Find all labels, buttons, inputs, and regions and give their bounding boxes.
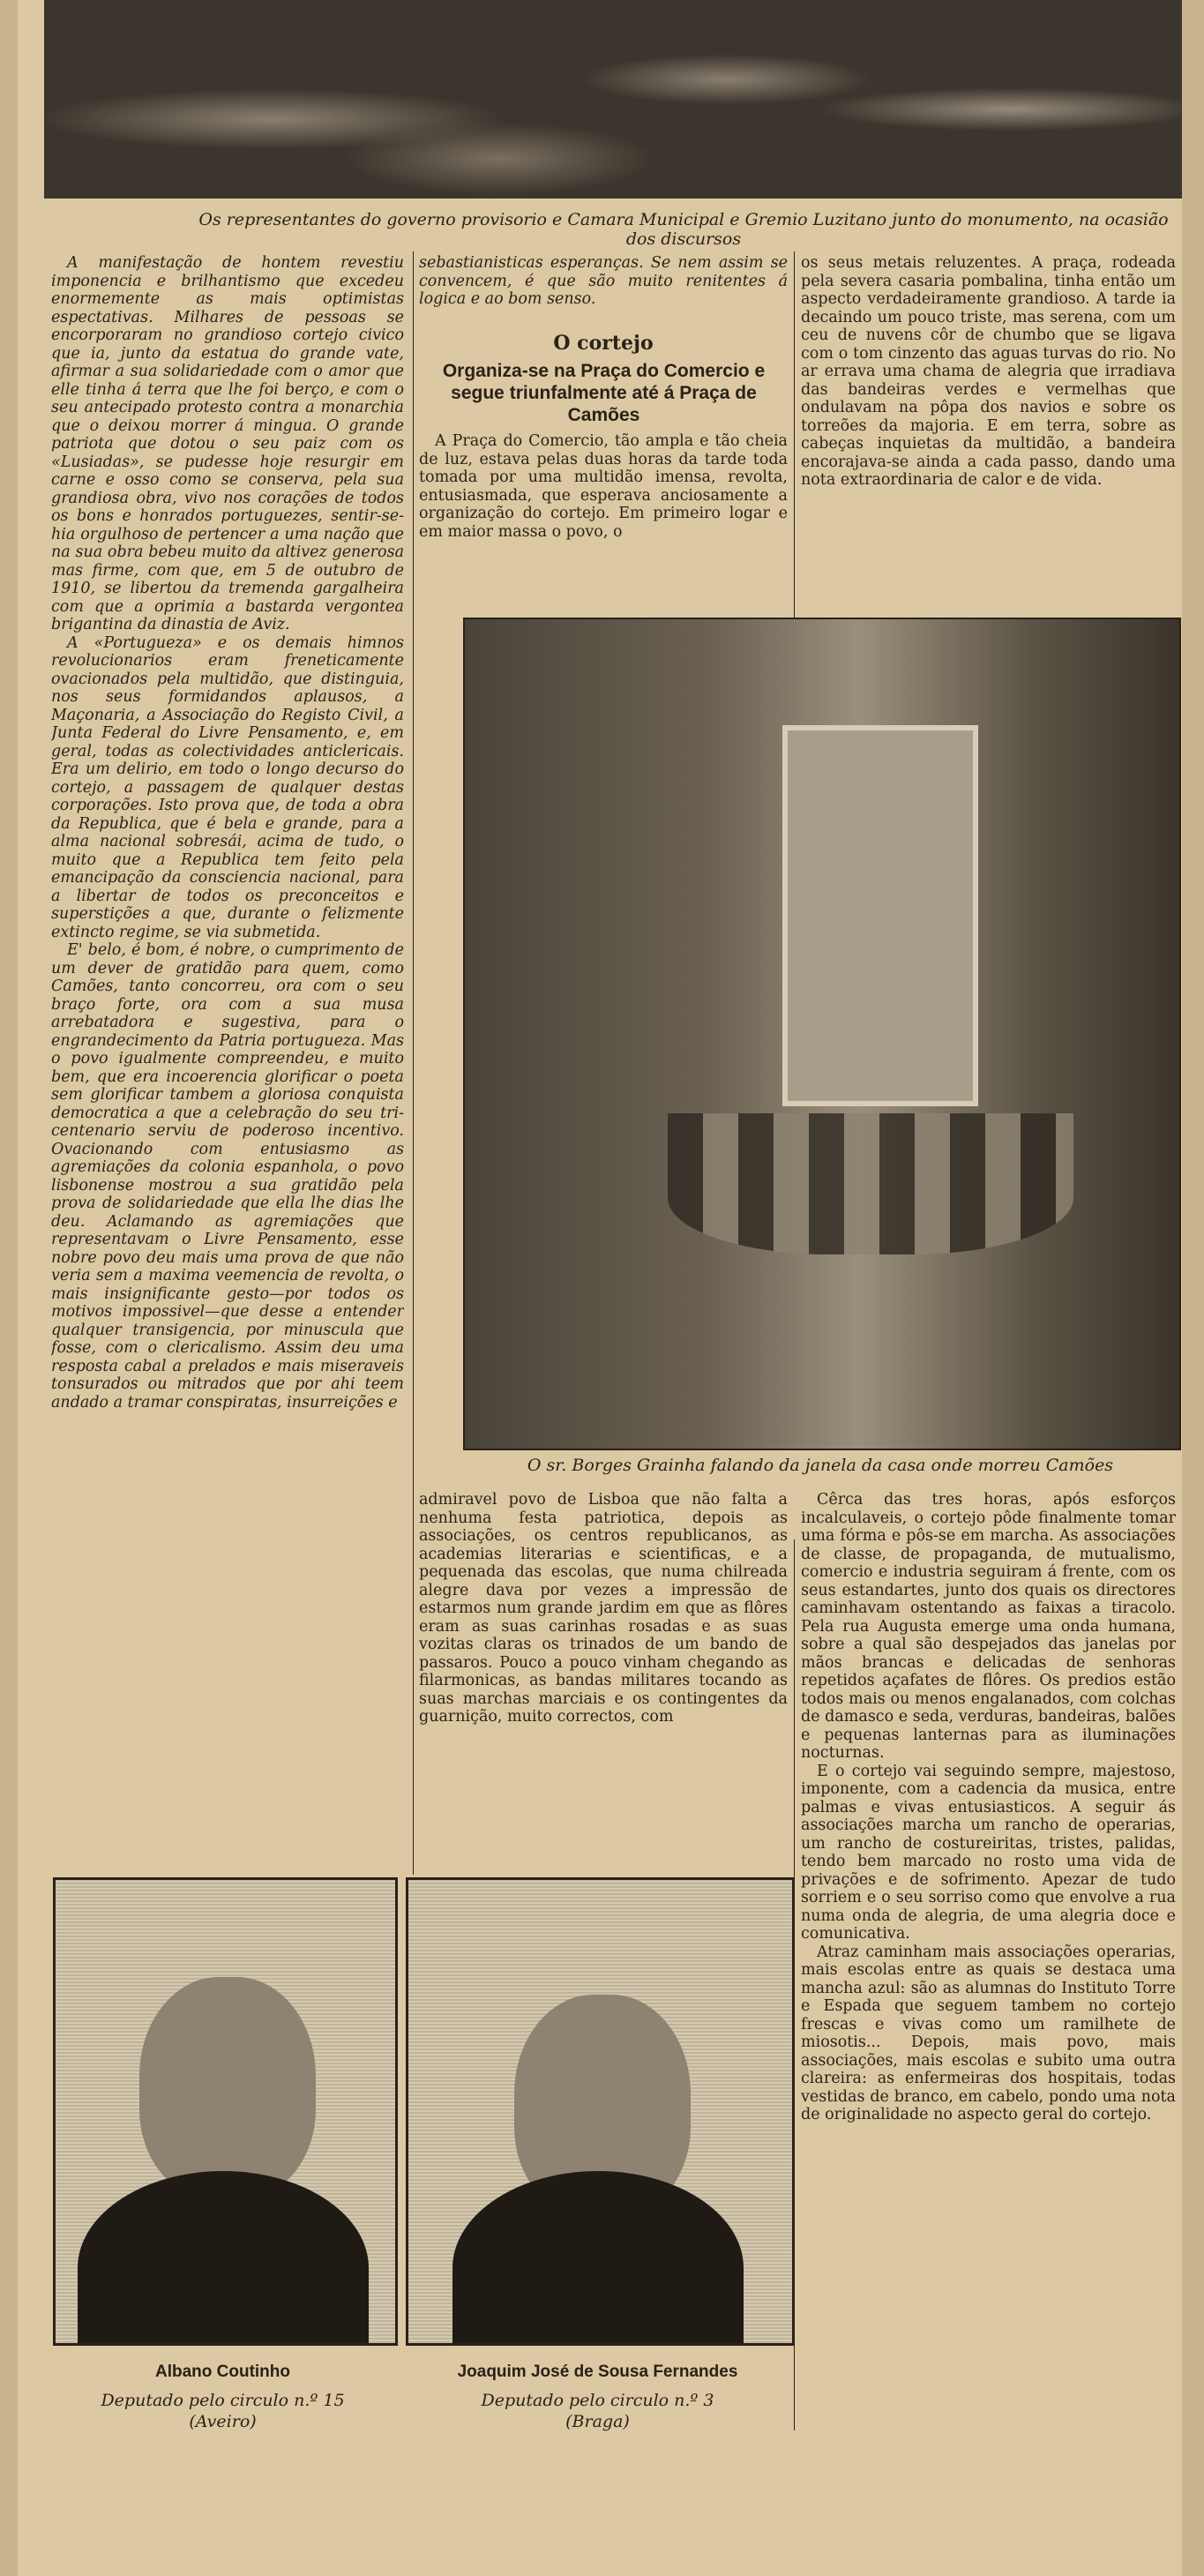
mid-caption: O sr. Borges Grainha falando da janela da casa onde morreu Camões: [527, 1456, 1114, 1475]
article-column-3-top: [801, 254, 1176, 490]
top-caption: Os representantes do governo provisorio e Camara Municipal e Gremio Luzitano junto do monumento, na ocasião dos discursos: [198, 210, 1169, 249]
portrait-name-2: Joaquim José de Sousa Fernandes: [457, 2363, 738, 2381]
portrait-district-2: (Braga): [565, 2412, 630, 2431]
portrait-photo-1: [53, 1877, 398, 2346]
paragraph: E o cortejo vai seguindo sempre, majestoso, imponente, com a cadencia da musica, entre palmas e vivas entusiasticos. A seguir ás associações marcha um rancho de operarias, um rancho de costureiritas, tristes, palidas, tendo bem marcado no rosto uma vida de privações e de sofrimento. Apezar de tudo sorriem e o seu sorriso como que envolve a rua numa onda de alegria, de uma alegria doce e comunicativa.: [801, 1762, 1176, 1943]
portrait-district-1: (Aveiro): [189, 2412, 257, 2431]
article-column-2-top: [419, 254, 788, 309]
paragraph: E' belo, é bom, é nobre, o cumprimento de um dever de gratidão para quem, como Camões, tanto concorreu, ora com o seu braço forte, ora com a sua musa arrebatadora e sugestiva, para o engrandecimento da Patria portugueza. Mas o povo igualmente compreendeu, e muito bem, que era incoerencia glorificar o poeta sem glorificar tambem a gloriosa conquista democratica a que a celebração do seu tri-centenario serviu de poderoso incentivo. Ovacionando com entusiasmo as agremiações da colonia espanhola, o povo lisbonense mostrou a sua gratidão pela prova de solidariedade que ella lhe dias lhe deu. Aclamando as agremiações que representavam o Livre Pensamento, esse nobre povo deu mais uma prova de que não veria sem a maxima veemencia de revolta, o mais insignificante gesto—por todos os motivos impossivel—que desse a entender qualquer transigencia, por minuscula que fosse, com o clericalismo. Assim deu uma resposta cabal a prelados e mais miseraveis tonsurados ou mitrados que por ahi teem andado a tramar conspiratas, insurreições e: [51, 941, 404, 1412]
paragraph: admiravel povo de Lisboa que não falta a nenhuma festa patriotica, depois as associações, os centros republicanos, as academias literarias e scientificas, e a pequenada das escolas, que numa chilreada alegre dava por vezes a impressão de estarmos num grande jardim em que as flôres eram as suas carinhas rosadas e as suas vozitas claras os trinados de um bando de passaros. Pouco a pouco vinham chegando as filarmonicas, as bandas militares tocando as suas marchas marciais e os contingentes da guarnição, muito correctos, com: [419, 1491, 788, 1726]
article-column-1: [51, 254, 404, 1873]
paragraph: A Praça do Comercio, tão ampla e tão cheia de luz, estava pelas duas horas da tarde toda tomada por uma multidão imensa, revolta, entusiasmada, que esperava anciosamente a organização do cortejo. Em primeiro logar e em maior massa o povo, o: [419, 432, 788, 541]
paragraph: A manifestação de hontem revestiu imponencia e brilhantismo que excedeu enormemente as mais optimistas espectativas. Milhares de pessoas se encorporaram no grandioso cortejo civico que ia, junto da estatua do grande vate, afirmar a sua solidariedade com o amor que elle tinha á terra que lhe foi berço, e com o seu antecipado protesto contra a monarchia que o deixou morrer á mingua. O grande patriota que dotou o seu paiz com os «Lusiadas», se pudesse hoje resurgir em carne e osso como se conserva, pela sua grandiosa obra, vivo nos corações de todos os bons e honrados portuguezes, sentir-se-hia orgulhoso de pertencer a uma nação que na sua obra bebeu muito da altivez generosa mas firme, com que, em 5 de outubro de 1910, se libertou da tremenda gargalheira com que a oprimia a bastarda vergontea brigantina da dinastia de Aviz.: [51, 254, 404, 633]
paragraph: Cêrca das tres horas, após esforços incalculaveis, o cortejo pôde finalmente tomar uma fórma e pôs-se em marcha. As associações de classe, de propaganda, de mutualismo, comercio e industria seguiram á frente, com os seus estandartes, junto dos quais os directores caminhavam ostentando as faixas a tiracolo. Pela rua Augusta emerge uma onda humana, sobre a qual são despejados das janelas por mãos brancas e delicadas de senhoras repetidos açafates de flôres. Os predios estão todos mais ou menos engalanados, com colchas de damasco e seda, verduras, bandeiras, balões e pequenas lanternas para as iluminações nocturnas.: [801, 1491, 1176, 1762]
portrait-role-2: Deputado pelo circulo n.º 3: [481, 2391, 714, 2410]
crowd-photo: [44, 0, 1182, 198]
paragraph: os seus metais reluzentes. A praça, rodeada pela severa casaria pombalina, tinha então um aspecto verdadeiramente grandioso. A tarde ia decaindo um pouco triste, mas serena, com um ceu de nuvens côr de chumbo que se ligava com o tom cinzento das aguas turvas do rio. No ar errava uma chama de alegria que irradiava das bandeiras verdes e vermelhas que ondulavam na pôpa dos navios e sobre os torreões da majoria. E em terra, sobre as cabeças inquietas da multidão, a bandeira encorajava-se ainda a cada passo, dando uma nota extraordinaria de calor e de vida.: [801, 254, 1176, 489]
section-subtitle: Organiza-se na Praça do Comercio e segue triunfalmente até á Praça de Camões: [442, 361, 766, 425]
portrait-name-1: Albano Coutinho: [154, 2363, 291, 2381]
portrait-role-1: Deputado pelo circulo n.º 15: [101, 2391, 345, 2410]
newspaper-page: [18, 0, 1182, 2576]
window-speech-photo: [463, 618, 1181, 1450]
paragraph: A «Portugueza» e os demais himnos revolucionarios eram freneticamente ovacionados pela multidão, que distinguia, nos seus formidandos aplausos, a Maçonaria, a Associação do Registo Civil, a Junta Federal do Livre Pensamento, e, em geral, todas as colectividades anticlericais. Era um delirio, em todo o longo decurso do cortejo, a passagem de qualquer destas corporações. Isto prova que, de toda a obra da Republica, que é bela e grande, para a alma nacional sobresái, acima de tudo, o muito que a Republica tem feito pela emancipação da consciencia nacional, para a libertar de todos os preconceitos e superstições a que, durante o felizmente extincto regime, se via submetida.: [51, 633, 404, 941]
paragraph: sebastianisticas esperanças. Se nem assim se convencem, é que são muito renitentes á logica e ao bom senso.: [419, 254, 788, 308]
article-column-2-text: [419, 432, 788, 541]
column-divider-1: [413, 251, 414, 1875]
article-column-2-bottom: [419, 1491, 788, 1726]
paragraph: Atraz caminham mais associações operarias, mais escolas entre as quais se destaca uma mancha azul: são as alumnas do Instituto Torre e Espada que seguem tambem no cortejo frescas e vivas como um ramilhete de miosotis... Depois, mais povo, mais associações, mais escolas e subito uma outra clareira: as enfermeiras dos hospitais, todas vestidas de branco, em cabelo, pondo uma nota de originalidade no aspecto geral do cortejo.: [801, 1943, 1176, 2123]
article-column-3-bottom: [801, 1491, 1176, 2435]
column-divider-2: [794, 251, 795, 618]
portrait-photo-2: [406, 1877, 795, 2346]
section-title: O cortejo: [553, 332, 654, 355]
